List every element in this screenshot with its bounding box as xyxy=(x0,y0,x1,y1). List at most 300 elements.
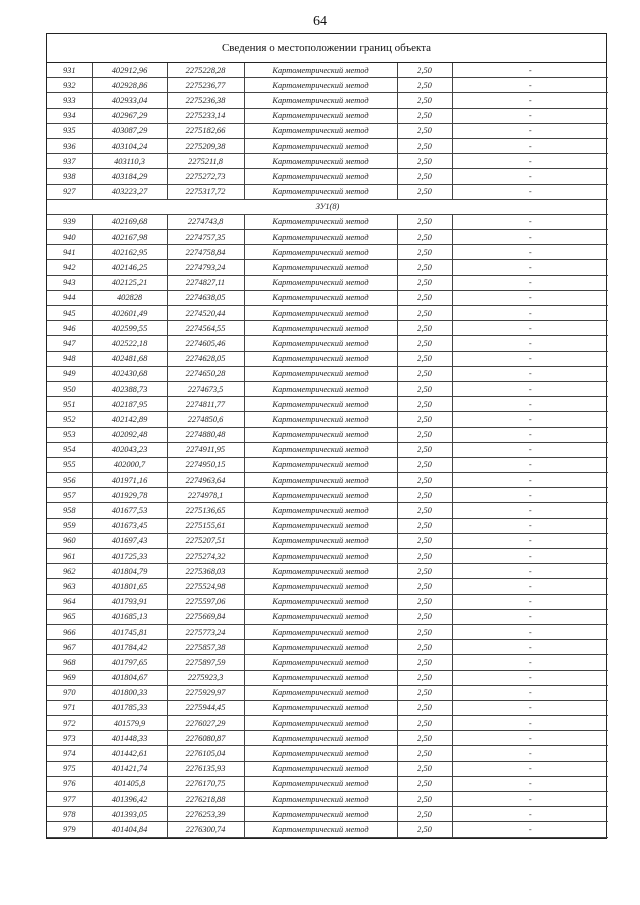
cell-point-number: 979 xyxy=(47,822,92,837)
cell-description: - xyxy=(452,442,608,457)
cell-coord-y: 2274758,84 xyxy=(167,245,244,260)
cell-description: - xyxy=(452,503,608,518)
cell-coord-x: 402912,96 xyxy=(92,63,167,78)
cell-method: Картометрический метод xyxy=(244,533,397,548)
cell-point-number: 951 xyxy=(47,397,92,412)
cell-accuracy: 2,50 xyxy=(397,761,452,776)
cell-coord-x: 403087,29 xyxy=(92,123,167,138)
cell-coord-x: 403184,29 xyxy=(92,169,167,184)
cell-point-number: 937 xyxy=(47,154,92,169)
cell-accuracy: 2,50 xyxy=(397,533,452,548)
cell-method: Картометрический метод xyxy=(244,230,397,245)
table-row xyxy=(47,518,608,533)
cell-coord-x: 402000,7 xyxy=(92,457,167,472)
cell-description: - xyxy=(452,761,608,776)
table-row xyxy=(47,78,608,93)
cell-description: - xyxy=(452,154,608,169)
cell-coord-x: 402162,95 xyxy=(92,245,167,260)
cell-method: Картометрический метод xyxy=(244,488,397,503)
cell-description: - xyxy=(452,579,608,594)
cell-coord-x: 401448,33 xyxy=(92,731,167,746)
cell-coord-y: 2274673,5 xyxy=(167,381,244,396)
cell-accuracy: 2,50 xyxy=(397,138,452,153)
cell-coord-y: 2275368,03 xyxy=(167,564,244,579)
cell-coord-x: 401725,33 xyxy=(92,549,167,564)
cell-description: - xyxy=(452,427,608,442)
cell-coord-y: 2274950,15 xyxy=(167,457,244,472)
cell-point-number: 972 xyxy=(47,716,92,731)
cell-coord-x: 403104,24 xyxy=(92,138,167,153)
cell-point-number: 971 xyxy=(47,700,92,715)
cell-point-number: 946 xyxy=(47,321,92,336)
cell-method: Картометрический метод xyxy=(244,351,397,366)
cell-coord-y: 2275207,51 xyxy=(167,533,244,548)
cell-point-number: 942 xyxy=(47,260,92,275)
section-row xyxy=(47,199,608,214)
table-row xyxy=(47,214,608,229)
cell-point-number: 973 xyxy=(47,731,92,746)
cell-point-number: 964 xyxy=(47,594,92,609)
cell-coord-y: 2276253,39 xyxy=(167,807,244,822)
cell-coord-y: 2274811,77 xyxy=(167,397,244,412)
cell-description: - xyxy=(452,655,608,670)
cell-description: - xyxy=(452,457,608,472)
cell-point-number: 968 xyxy=(47,655,92,670)
cell-description: - xyxy=(452,260,608,275)
cell-coord-y: 2276027,29 xyxy=(167,716,244,731)
cell-description: - xyxy=(452,123,608,138)
cell-accuracy: 2,50 xyxy=(397,366,452,381)
cell-description: - xyxy=(452,624,608,639)
cell-method: Картометрический метод xyxy=(244,169,397,184)
cell-coord-x: 401404,84 xyxy=(92,822,167,837)
cell-method: Картометрический метод xyxy=(244,457,397,472)
cell-accuracy: 2,50 xyxy=(397,488,452,503)
cell-coord-x: 402142,89 xyxy=(92,412,167,427)
cell-coord-x: 401677,53 xyxy=(92,503,167,518)
cell-method: Картометрический метод xyxy=(244,108,397,123)
cell-point-number: 954 xyxy=(47,442,92,457)
cell-coord-y: 2274650,28 xyxy=(167,366,244,381)
cell-method: Картометрический метод xyxy=(244,412,397,427)
cell-accuracy: 2,50 xyxy=(397,594,452,609)
cell-description: - xyxy=(452,776,608,791)
cell-description: - xyxy=(452,78,608,93)
cell-description: - xyxy=(452,670,608,685)
table-row xyxy=(47,609,608,624)
cell-coord-y: 2274757,35 xyxy=(167,230,244,245)
cell-description: - xyxy=(452,640,608,655)
cell-point-number: 957 xyxy=(47,488,92,503)
cell-coord-y: 2275317,72 xyxy=(167,184,244,199)
cell-description: - xyxy=(452,473,608,488)
cell-coord-x: 401393,05 xyxy=(92,807,167,822)
cell-method: Картометрический метод xyxy=(244,275,397,290)
table-row xyxy=(47,488,608,503)
table-row xyxy=(47,731,608,746)
cell-point-number: 933 xyxy=(47,93,92,108)
section-label: ЗУ1(8) xyxy=(47,199,608,214)
cell-coord-y: 2274605,46 xyxy=(167,336,244,351)
cell-coord-x: 402125,21 xyxy=(92,275,167,290)
cell-accuracy: 2,50 xyxy=(397,442,452,457)
cell-point-number: 978 xyxy=(47,807,92,822)
cell-coord-y: 2275897,59 xyxy=(167,655,244,670)
cell-description: - xyxy=(452,518,608,533)
cell-accuracy: 2,50 xyxy=(397,290,452,305)
table-row xyxy=(47,746,608,761)
cell-accuracy: 2,50 xyxy=(397,655,452,670)
cell-accuracy: 2,50 xyxy=(397,351,452,366)
cell-accuracy: 2,50 xyxy=(397,776,452,791)
cell-coord-x: 401801,65 xyxy=(92,579,167,594)
table-row xyxy=(47,169,608,184)
cell-method: Картометрический метод xyxy=(244,640,397,655)
cell-accuracy: 2,50 xyxy=(397,214,452,229)
cell-point-number: 939 xyxy=(47,214,92,229)
cell-point-number: 958 xyxy=(47,503,92,518)
cell-method: Картометрический метод xyxy=(244,716,397,731)
cell-coord-x: 401793,91 xyxy=(92,594,167,609)
cell-accuracy: 2,50 xyxy=(397,123,452,138)
cell-coord-x: 401797,65 xyxy=(92,655,167,670)
cell-point-number: 956 xyxy=(47,473,92,488)
table-row xyxy=(47,108,608,123)
cell-coord-x: 402601,49 xyxy=(92,306,167,321)
cell-coord-y: 2275597,06 xyxy=(167,594,244,609)
cell-method: Картометрический метод xyxy=(244,776,397,791)
cell-description: - xyxy=(452,336,608,351)
cell-coord-y: 2275929,97 xyxy=(167,685,244,700)
cell-coord-y: 2275857,38 xyxy=(167,640,244,655)
table-row xyxy=(47,260,608,275)
table-row xyxy=(47,624,608,639)
cell-coord-y: 2275773,24 xyxy=(167,624,244,639)
cell-point-number: 944 xyxy=(47,290,92,305)
cell-coord-y: 2274827,11 xyxy=(167,275,244,290)
cell-coord-y: 2274978,1 xyxy=(167,488,244,503)
cell-coord-y: 2276170,75 xyxy=(167,776,244,791)
table-row xyxy=(47,457,608,472)
cell-description: - xyxy=(452,564,608,579)
cell-coord-x: 402043,23 xyxy=(92,442,167,457)
cell-point-number: 931 xyxy=(47,63,92,78)
cell-point-number: 947 xyxy=(47,336,92,351)
cell-coord-y: 2275136,65 xyxy=(167,503,244,518)
cell-description: - xyxy=(452,412,608,427)
cell-coord-y: 2274911,95 xyxy=(167,442,244,457)
cell-coord-y: 2276080,87 xyxy=(167,731,244,746)
cell-description: - xyxy=(452,63,608,78)
coordinates-table xyxy=(47,63,608,838)
cell-accuracy: 2,50 xyxy=(397,807,452,822)
cell-point-number: 975 xyxy=(47,761,92,776)
cell-coord-x: 401421,74 xyxy=(92,761,167,776)
cell-point-number: 967 xyxy=(47,640,92,655)
cell-point-number: 940 xyxy=(47,230,92,245)
cell-point-number: 965 xyxy=(47,609,92,624)
table-row xyxy=(47,397,608,412)
cell-coord-y: 2275236,77 xyxy=(167,78,244,93)
cell-method: Картометрический метод xyxy=(244,381,397,396)
cell-coord-y: 2276135,93 xyxy=(167,761,244,776)
cell-coord-y: 2274793,24 xyxy=(167,260,244,275)
cell-method: Картометрический метод xyxy=(244,442,397,457)
cell-point-number: 927 xyxy=(47,184,92,199)
cell-description: - xyxy=(452,700,608,715)
cell-method: Картометрический метод xyxy=(244,154,397,169)
cell-coord-y: 2275228,28 xyxy=(167,63,244,78)
cell-method: Картометрический метод xyxy=(244,366,397,381)
cell-description: - xyxy=(452,138,608,153)
table-row xyxy=(47,685,608,700)
table-row xyxy=(47,640,608,655)
cell-accuracy: 2,50 xyxy=(397,108,452,123)
cell-accuracy: 2,50 xyxy=(397,397,452,412)
table-row xyxy=(47,366,608,381)
cell-accuracy: 2,50 xyxy=(397,275,452,290)
cell-accuracy: 2,50 xyxy=(397,792,452,807)
cell-accuracy: 2,50 xyxy=(397,154,452,169)
cell-point-number: 948 xyxy=(47,351,92,366)
table-row xyxy=(47,564,608,579)
cell-description: - xyxy=(452,731,608,746)
cell-coord-x: 402828 xyxy=(92,290,167,305)
cell-method: Картометрический метод xyxy=(244,670,397,685)
table-row xyxy=(47,306,608,321)
cell-accuracy: 2,50 xyxy=(397,640,452,655)
rows-group-b xyxy=(47,214,608,837)
cell-description: - xyxy=(452,822,608,837)
cell-accuracy: 2,50 xyxy=(397,427,452,442)
cell-accuracy: 2,50 xyxy=(397,184,452,199)
table-row xyxy=(47,716,608,731)
cell-accuracy: 2,50 xyxy=(397,381,452,396)
cell-method: Картометрический метод xyxy=(244,321,397,336)
cell-coord-x: 402167,98 xyxy=(92,230,167,245)
cell-accuracy: 2,50 xyxy=(397,78,452,93)
cell-coord-y: 2275236,38 xyxy=(167,93,244,108)
table-row xyxy=(47,594,608,609)
table-row xyxy=(47,579,608,594)
table-row xyxy=(47,776,608,791)
cell-point-number: 963 xyxy=(47,579,92,594)
cell-coord-y: 2276300,74 xyxy=(167,822,244,837)
cell-coord-y: 2274520,44 xyxy=(167,306,244,321)
cell-description: - xyxy=(452,169,608,184)
cell-coord-y: 2275669,84 xyxy=(167,609,244,624)
cell-accuracy: 2,50 xyxy=(397,731,452,746)
table-row xyxy=(47,63,608,78)
cell-coord-y: 2275209,38 xyxy=(167,138,244,153)
cell-accuracy: 2,50 xyxy=(397,503,452,518)
cell-point-number: 955 xyxy=(47,457,92,472)
cell-description: - xyxy=(452,93,608,108)
cell-description: - xyxy=(452,275,608,290)
table-row xyxy=(47,321,608,336)
cell-coord-y: 2275233,14 xyxy=(167,108,244,123)
cell-point-number: 976 xyxy=(47,776,92,791)
table-row xyxy=(47,822,608,837)
cell-accuracy: 2,50 xyxy=(397,306,452,321)
cell-coord-x: 403110,3 xyxy=(92,154,167,169)
cell-coord-y: 2274880,48 xyxy=(167,427,244,442)
cell-method: Картометрический метод xyxy=(244,792,397,807)
cell-accuracy: 2,50 xyxy=(397,230,452,245)
cell-accuracy: 2,50 xyxy=(397,260,452,275)
cell-point-number: 934 xyxy=(47,108,92,123)
cell-accuracy: 2,50 xyxy=(397,700,452,715)
table-row xyxy=(47,290,608,305)
cell-method: Картометрический метод xyxy=(244,138,397,153)
cell-point-number: 936 xyxy=(47,138,92,153)
cell-description: - xyxy=(452,549,608,564)
coordinates-sheet xyxy=(46,33,607,839)
cell-point-number: 977 xyxy=(47,792,92,807)
cell-method: Картометрический метод xyxy=(244,579,397,594)
cell-coord-x: 402599,55 xyxy=(92,321,167,336)
cell-description: - xyxy=(452,366,608,381)
cell-method: Картометрический метод xyxy=(244,93,397,108)
cell-description: - xyxy=(452,716,608,731)
cell-coord-x: 402169,68 xyxy=(92,214,167,229)
cell-description: - xyxy=(452,792,608,807)
cell-method: Картометрический метод xyxy=(244,290,397,305)
table-row xyxy=(47,427,608,442)
cell-method: Картометрический метод xyxy=(244,123,397,138)
cell-coord-x: 402481,68 xyxy=(92,351,167,366)
cell-coord-y: 2276218,88 xyxy=(167,792,244,807)
cell-accuracy: 2,50 xyxy=(397,93,452,108)
cell-point-number: 950 xyxy=(47,381,92,396)
cell-point-number: 966 xyxy=(47,624,92,639)
cell-coord-x: 401579,9 xyxy=(92,716,167,731)
cell-point-number: 962 xyxy=(47,564,92,579)
cell-description: - xyxy=(452,488,608,503)
table-row xyxy=(47,275,608,290)
table-row xyxy=(47,442,608,457)
cell-coord-y: 2275155,61 xyxy=(167,518,244,533)
cell-coord-x: 402187,95 xyxy=(92,397,167,412)
cell-method: Картометрический метод xyxy=(244,184,397,199)
cell-coord-y: 2274850,6 xyxy=(167,412,244,427)
cell-accuracy: 2,50 xyxy=(397,336,452,351)
cell-coord-x: 401396,42 xyxy=(92,792,167,807)
cell-description: - xyxy=(452,609,608,624)
table-row xyxy=(47,807,608,822)
table-row xyxy=(47,655,608,670)
table-row xyxy=(47,473,608,488)
cell-method: Картометрический метод xyxy=(244,336,397,351)
section-header xyxy=(47,199,608,214)
cell-accuracy: 2,50 xyxy=(397,609,452,624)
cell-method: Картометрический метод xyxy=(244,518,397,533)
cell-point-number: 943 xyxy=(47,275,92,290)
cell-point-number: 961 xyxy=(47,549,92,564)
cell-coord-x: 401785,33 xyxy=(92,700,167,715)
cell-accuracy: 2,50 xyxy=(397,579,452,594)
cell-accuracy: 2,50 xyxy=(397,746,452,761)
page-number: 64 xyxy=(313,14,327,29)
cell-accuracy: 2,50 xyxy=(397,245,452,260)
cell-description: - xyxy=(452,306,608,321)
cell-method: Картометрический метод xyxy=(244,427,397,442)
cell-accuracy: 2,50 xyxy=(397,624,452,639)
cell-point-number: 969 xyxy=(47,670,92,685)
cell-accuracy: 2,50 xyxy=(397,457,452,472)
cell-coord-x: 401929,78 xyxy=(92,488,167,503)
cell-coord-y: 2274564,55 xyxy=(167,321,244,336)
cell-coord-x: 402522,18 xyxy=(92,336,167,351)
cell-method: Картометрический метод xyxy=(244,549,397,564)
cell-accuracy: 2,50 xyxy=(397,549,452,564)
cell-accuracy: 2,50 xyxy=(397,685,452,700)
cell-point-number: 938 xyxy=(47,169,92,184)
cell-accuracy: 2,50 xyxy=(397,473,452,488)
table-row xyxy=(47,351,608,366)
cell-point-number: 960 xyxy=(47,533,92,548)
cell-point-number: 953 xyxy=(47,427,92,442)
cell-coord-y: 2275524,98 xyxy=(167,579,244,594)
table-row xyxy=(47,549,608,564)
cell-accuracy: 2,50 xyxy=(397,716,452,731)
cell-coord-x: 401804,67 xyxy=(92,670,167,685)
cell-accuracy: 2,50 xyxy=(397,670,452,685)
cell-method: Картометрический метод xyxy=(244,731,397,746)
cell-point-number: 952 xyxy=(47,412,92,427)
cell-method: Картометрический метод xyxy=(244,822,397,837)
cell-description: - xyxy=(452,214,608,229)
table-row xyxy=(47,381,608,396)
cell-coord-x: 402092,48 xyxy=(92,427,167,442)
cell-description: - xyxy=(452,245,608,260)
cell-description: - xyxy=(452,184,608,199)
cell-coord-x: 401673,45 xyxy=(92,518,167,533)
cell-coord-y: 2274628,05 xyxy=(167,351,244,366)
cell-accuracy: 2,50 xyxy=(397,518,452,533)
cell-description: - xyxy=(452,351,608,366)
cell-coord-y: 2275923,3 xyxy=(167,670,244,685)
cell-coord-x: 401745,81 xyxy=(92,624,167,639)
cell-coord-x: 402146,25 xyxy=(92,260,167,275)
cell-accuracy: 2,50 xyxy=(397,564,452,579)
cell-method: Картометрический метод xyxy=(244,78,397,93)
cell-point-number: 945 xyxy=(47,306,92,321)
cell-accuracy: 2,50 xyxy=(397,169,452,184)
cell-method: Картометрический метод xyxy=(244,564,397,579)
table-row xyxy=(47,138,608,153)
cell-point-number: 959 xyxy=(47,518,92,533)
table-row xyxy=(47,412,608,427)
cell-coord-x: 401784,42 xyxy=(92,640,167,655)
cell-coord-y: 2276105,04 xyxy=(167,746,244,761)
cell-description: - xyxy=(452,290,608,305)
table-row xyxy=(47,792,608,807)
table-row xyxy=(47,245,608,260)
cell-method: Картометрический метод xyxy=(244,245,397,260)
cell-point-number: 941 xyxy=(47,245,92,260)
table-row xyxy=(47,230,608,245)
cell-coord-x: 402967,29 xyxy=(92,108,167,123)
table-row xyxy=(47,184,608,199)
cell-method: Картометрический метод xyxy=(244,700,397,715)
cell-point-number: 935 xyxy=(47,123,92,138)
cell-method: Картометрический метод xyxy=(244,685,397,700)
cell-method: Картометрический метод xyxy=(244,503,397,518)
cell-coord-y: 2274963,64 xyxy=(167,473,244,488)
cell-coord-x: 401697,43 xyxy=(92,533,167,548)
table-row xyxy=(47,336,608,351)
